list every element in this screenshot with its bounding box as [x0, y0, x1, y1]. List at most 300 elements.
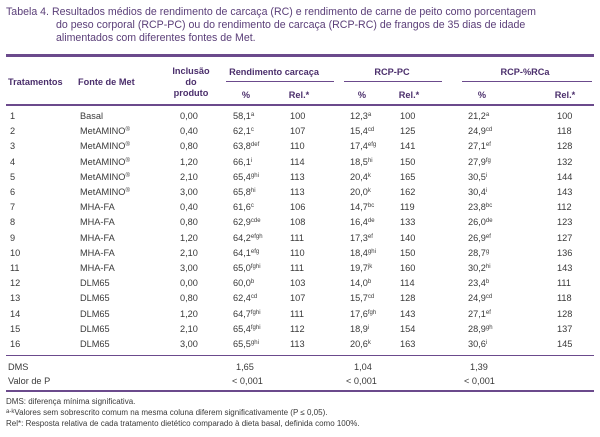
cell-t-value: 7 — [10, 202, 16, 213]
cell-ra-superscript: bc — [485, 203, 493, 210]
header-rc-rel: Rel.* — [288, 90, 310, 100]
cell-t — [10, 263, 20, 274]
cell-pcr — [400, 263, 415, 274]
cell-i-value: 2,10 — [180, 247, 198, 258]
cell-pc — [350, 293, 374, 304]
cell-rar-value: 144 — [557, 171, 573, 182]
cell-ra-superscript: a — [485, 112, 490, 118]
cell-pc-superscript: b — [367, 279, 372, 286]
header-rc-pct: % — [241, 90, 251, 100]
cell-pc — [350, 126, 374, 137]
header-produto: produto — [173, 88, 209, 98]
cell-ra — [468, 111, 489, 122]
cell-ra-superscript: gh — [485, 324, 493, 331]
cell-rc-value: 65,0 — [233, 263, 251, 273]
cell-rcr-value: 100 — [290, 111, 306, 121]
cell-t-value: 8 — [10, 217, 16, 228]
cell-t-value: 5 — [10, 171, 16, 182]
valor-p-ra: < 0,001 — [464, 376, 495, 386]
cell-rc-superscript: hi — [250, 188, 256, 194]
cell-ra — [468, 126, 492, 137]
cell-rar — [557, 111, 572, 122]
header-pc-pct: % — [357, 90, 367, 100]
cell-i — [180, 187, 198, 198]
cell-rcr-value: 112 — [290, 323, 305, 334]
cell-rar — [557, 126, 572, 137]
cell-ra-superscript: hi — [485, 264, 491, 270]
cell-t — [10, 217, 15, 228]
cell-f — [80, 111, 103, 122]
cell-rcr-value: 111 — [290, 232, 304, 243]
cell-ra-value: 26,0 — [468, 217, 486, 228]
cell-ra-superscript: ef — [485, 309, 491, 316]
cell-pcr-value: 162 — [400, 187, 416, 197]
cell-rar — [557, 217, 572, 228]
cell-rc-value: 65,8 — [233, 187, 251, 197]
cell-ra-value: 27,1 — [468, 141, 486, 152]
cell-pc-value: 16,4 — [350, 217, 368, 228]
cell-f — [80, 141, 130, 152]
cell-pc — [350, 141, 376, 152]
cell-pc-value: 18,4 — [350, 247, 368, 258]
cell-t-value: 13 — [10, 293, 21, 304]
cell-rc-superscript: ghi — [250, 340, 259, 346]
cell-ra-superscript: cd — [485, 294, 493, 301]
cell-t — [10, 172, 15, 183]
cell-f — [80, 293, 110, 304]
cell-rcr — [290, 324, 305, 335]
cell-ra-value: 30,5 — [468, 171, 486, 182]
cell-i — [180, 263, 198, 274]
cell-ra-value: 24,9 — [468, 126, 486, 137]
cell-pcr-value: 154 — [400, 323, 416, 334]
cell-rc-superscript: efg — [250, 248, 260, 255]
cell-pcr-value: 150 — [400, 156, 416, 167]
cell-pcr — [400, 248, 415, 259]
cell-ra-value: 28,9 — [468, 323, 486, 334]
cell-f — [80, 339, 110, 350]
cell-rc-superscript: c — [250, 203, 254, 210]
cell-f-value: MetAMINO — [80, 171, 126, 182]
cell-ra — [468, 172, 487, 183]
header-ra-pct: % — [477, 90, 487, 100]
cell-f — [80, 157, 130, 168]
cell-f-value: MHA-FA — [80, 263, 115, 273]
cell-rar-value: 143 — [557, 263, 573, 273]
cell-ra — [468, 233, 491, 244]
cell-rc-value: 65,4 — [233, 171, 251, 182]
cell-pcr-value: 100 — [400, 111, 416, 121]
cell-pc-value: 19,7 — [350, 263, 368, 273]
cell-pc — [350, 157, 373, 168]
cell-rc-value: 64,7 — [233, 308, 251, 319]
cell-pcr — [400, 157, 415, 168]
cell-ra-superscript: ef — [485, 142, 491, 149]
cell-rc-superscript: def — [250, 142, 260, 149]
cell-rcr-value: 111 — [290, 308, 304, 319]
cell-t-value: 15 — [10, 323, 21, 334]
cell-pcr — [400, 309, 415, 320]
cell-rar — [557, 187, 572, 198]
cell-f — [80, 278, 110, 289]
cell-i-value: 0,80 — [180, 217, 198, 228]
cell-pcr-value: 141 — [400, 141, 416, 152]
cell-t-value: 10 — [10, 247, 21, 258]
cell-ra-value: 30,6 — [468, 339, 486, 349]
cell-f — [80, 217, 115, 228]
header-pc-rel: Rel.* — [398, 90, 420, 100]
cell-rcr — [290, 233, 304, 244]
cell-rar-value: 111 — [557, 278, 571, 289]
table-header-rule — [6, 104, 594, 106]
cell-rc — [233, 202, 254, 213]
cell-ra-superscript: i — [485, 188, 488, 194]
rule-rcp-rca — [462, 81, 592, 82]
cell-rc — [233, 278, 254, 289]
cell-pcr — [400, 111, 415, 122]
cell-rar — [557, 172, 572, 183]
cell-ra — [468, 217, 493, 228]
cell-i — [180, 126, 198, 137]
valor-p-pc: < 0,001 — [346, 376, 377, 386]
cell-f-value: DLM65 — [80, 323, 110, 334]
cell-rc-superscript: fghi — [250, 324, 261, 331]
cell-rc-value: 64,2 — [233, 232, 251, 243]
cell-rcr-value: 113 — [290, 187, 305, 197]
header-rendimento: Rendimento carcaça — [229, 67, 319, 77]
cell-rcr — [290, 339, 305, 350]
cell-pc-value: 12,3 — [350, 111, 368, 121]
cell-i-value: 3,00 — [180, 187, 198, 197]
cell-rar-value: 127 — [557, 232, 573, 243]
footnote-dms: DMS: diferença mínima significativa. — [6, 397, 136, 406]
cell-pc-value: 15,7 — [350, 293, 368, 304]
cell-i — [180, 233, 198, 244]
cell-rc-value: 62,4 — [233, 293, 251, 304]
cell-pcr — [400, 172, 415, 183]
cell-f — [80, 233, 115, 244]
cell-pc-superscript: a — [367, 112, 372, 118]
cell-pc-value: 18,9 — [350, 323, 368, 334]
cell-pc-superscript: cd — [367, 294, 375, 301]
cell-rar-value: 128 — [557, 308, 573, 319]
cell-ra-superscript: fg — [485, 157, 491, 164]
cell-i-value: 3,00 — [180, 263, 198, 273]
cell-f-value: MetAMINO — [80, 126, 126, 137]
cell-t-value: 14 — [10, 308, 21, 319]
cell-pc — [350, 202, 374, 213]
cell-rcr-value: 110 — [290, 141, 305, 152]
cell-pcr — [400, 339, 415, 350]
cell-ra-superscript: i — [485, 340, 488, 346]
cell-i-value: 0,00 — [180, 278, 198, 289]
cell-ra-value: 23,8 — [468, 202, 486, 213]
cell-t — [10, 248, 20, 259]
cell-rc-superscript: cde — [250, 218, 261, 225]
caption-label: Tabela 4. — [6, 6, 49, 18]
cell-t — [10, 278, 20, 289]
cell-i — [180, 248, 198, 259]
cell-i-value: 0,40 — [180, 202, 198, 213]
cell-rcr — [290, 309, 304, 320]
cell-i-value: 1,20 — [180, 232, 198, 243]
cell-rar — [557, 339, 572, 350]
cell-ra-value: 26,9 — [468, 232, 486, 243]
cell-rc — [233, 309, 261, 320]
cell-i-value: 0,80 — [180, 293, 198, 304]
cell-pcr-value: 143 — [400, 308, 416, 319]
cell-rc — [233, 141, 259, 152]
cell-t — [10, 339, 20, 350]
cell-rcr — [290, 126, 305, 137]
cell-i — [180, 202, 198, 213]
cell-t-value: 16 — [10, 339, 21, 349]
cell-rar-value: 132 — [557, 156, 573, 167]
cell-pcr — [400, 217, 415, 228]
rule-rendimento — [226, 81, 334, 82]
cell-rcr — [290, 278, 305, 289]
cell-rar — [557, 233, 572, 244]
cell-rar — [557, 141, 572, 152]
cell-t-value: 9 — [10, 232, 16, 243]
cell-pcr-value: 128 — [400, 293, 416, 304]
cell-pcr-value: 160 — [400, 263, 416, 273]
cell-t — [10, 309, 20, 320]
cell-rc — [233, 293, 257, 304]
cell-f-value: MetAMINO — [80, 156, 126, 167]
cell-rc-superscript: i — [250, 157, 253, 164]
cell-i-value: 3,00 — [180, 339, 198, 349]
cell-rc — [233, 157, 252, 168]
cell-rc — [233, 126, 254, 137]
cell-t-value: 12 — [10, 278, 21, 289]
cell-ra — [468, 278, 489, 289]
caption-line-1: Resultados médios de rendimento de carcaça (RC) e rendimento de carne de peito como porcentagem — [51, 6, 536, 18]
cell-ra-superscript: cd — [485, 127, 493, 134]
cell-pc-value: 17,4 — [350, 141, 368, 152]
cell-rc-value: 66,1 — [233, 156, 251, 167]
cell-t-value: 3 — [10, 141, 16, 152]
cell-rcr — [290, 187, 305, 198]
cell-f-value: DLM65 — [80, 339, 110, 349]
cell-rcr-value: 113 — [290, 171, 305, 182]
cell-rar-value: 118 — [557, 126, 572, 137]
table-body-rule — [6, 355, 594, 356]
cell-ra-value: 21,2 — [468, 111, 486, 121]
cell-rcr-value: 113 — [290, 339, 305, 349]
footnote-valores-text: Valores sem sobrescrito comum na mesma coluna diferem significativamente (P ≤ 0,05). — [14, 408, 328, 417]
table-caption — [6, 6, 594, 46]
cell-pc-superscript: i — [367, 324, 370, 331]
table-top-rule — [6, 54, 594, 57]
cell-rcr-value: 114 — [290, 156, 305, 167]
cell-i-value: 1,20 — [180, 156, 198, 167]
cell-rcr-value: 107 — [290, 126, 306, 137]
cell-rc — [233, 248, 259, 259]
cell-ra-value: 27,1 — [468, 308, 486, 319]
header-inclusao: Inclusão — [172, 66, 210, 76]
cell-f-value: DLM65 — [80, 278, 110, 289]
cell-rcr-value: 103 — [290, 278, 306, 289]
cell-ra-value: 30,4 — [468, 187, 486, 197]
cell-rar-value: 145 — [557, 339, 573, 349]
cell-pcr — [400, 233, 415, 244]
cell-pc-superscript: efg — [367, 142, 377, 149]
cell-i-value: 2,10 — [180, 323, 198, 334]
cell-pc — [350, 324, 369, 335]
cell-rar-value: 118 — [557, 293, 572, 304]
cell-t — [10, 157, 15, 168]
cell-rc — [233, 217, 261, 228]
cell-rcr-value: 108 — [290, 217, 306, 228]
footnote-rel: Rel*: Resposta relativa de cada tratamento dietético comparado à dieta basal, definida como 100%. — [6, 419, 360, 428]
cell-rc-value: 62,9 — [233, 217, 251, 228]
cell-rar — [557, 202, 572, 213]
cell-rar — [557, 248, 572, 259]
cell-ra — [468, 248, 489, 259]
cell-rc-value: 65,5 — [233, 339, 251, 349]
cell-i — [180, 111, 198, 122]
cell-f — [80, 324, 110, 335]
cell-rcr — [290, 217, 305, 228]
cell-pc-value: 14,7 — [350, 202, 368, 213]
cell-t-value: 6 — [10, 187, 16, 197]
cell-rcr-value: 106 — [290, 202, 306, 213]
cell-f-value: MetAMINO — [80, 187, 126, 197]
cell-ra — [468, 157, 491, 168]
cell-i — [180, 278, 198, 289]
cell-f-superscript: ® — [125, 188, 130, 194]
cell-pcr — [400, 293, 415, 304]
cell-ra-value: 28,7 — [468, 247, 486, 258]
cell-rc — [233, 187, 256, 198]
cell-rc — [233, 263, 261, 274]
cell-pc-value: 18,5 — [350, 156, 368, 167]
cell-i-value: 0,40 — [180, 126, 198, 137]
cell-f-superscript: ® — [125, 157, 130, 164]
cell-ra-superscript: g — [485, 248, 490, 255]
cell-rar-value: 112 — [557, 202, 572, 213]
cell-rcr — [290, 202, 305, 213]
cell-pcr-value: 125 — [400, 126, 416, 137]
cell-ra — [468, 187, 487, 198]
cell-pc-value: 14,0 — [350, 278, 368, 289]
cell-pc — [350, 278, 371, 289]
cell-pcr — [400, 187, 415, 198]
cell-rar-value: 128 — [557, 141, 573, 152]
cell-pc-value: 20,6 — [350, 339, 368, 349]
dms-rc: 1,65 — [236, 362, 254, 372]
cell-f-value: MHA-FA — [80, 247, 115, 258]
cell-ra — [468, 141, 491, 152]
cell-pc-superscript: cd — [367, 127, 375, 134]
dms-ra: 1,39 — [470, 362, 488, 372]
cell-t-value: 4 — [10, 156, 16, 167]
cell-pc-superscript: ghi — [367, 248, 376, 255]
cell-ra-value: 23,4 — [468, 278, 486, 289]
cell-pc-superscript: de — [367, 218, 375, 225]
header-tratamentos: Tratamentos — [8, 77, 63, 87]
cell-t-value: 2 — [10, 126, 16, 137]
cell-pcr-value: 165 — [400, 171, 416, 182]
cell-f-superscript: ® — [125, 172, 130, 179]
cell-i — [180, 324, 198, 335]
cell-rcr — [290, 157, 305, 168]
cell-t-value: 11 — [10, 263, 20, 273]
valor-p-label: Valor de P — [8, 376, 51, 386]
cell-rcr — [290, 248, 305, 259]
cell-i — [180, 172, 198, 183]
cell-f-value: MHA-FA — [80, 217, 115, 228]
table-bottom-rule — [6, 390, 594, 392]
footnote-sup: a-k — [6, 409, 15, 415]
cell-pcr-value: 133 — [400, 217, 416, 228]
cell-pc-superscript: fgh — [367, 309, 377, 316]
cell-i — [180, 141, 198, 152]
cell-rar — [557, 157, 572, 168]
cell-rc-superscript: ghi — [250, 172, 259, 179]
cell-pc — [350, 248, 376, 259]
cell-ra-value: 30,2 — [468, 263, 486, 273]
cell-rcr — [290, 172, 305, 183]
cell-pcr-value: 140 — [400, 232, 416, 243]
cell-f — [80, 248, 115, 259]
cell-rar — [557, 278, 571, 289]
rule-rcp-pc — [344, 81, 442, 82]
dms-label: DMS — [8, 362, 29, 372]
cell-pc-superscript: ef — [367, 233, 373, 240]
cell-rc — [233, 339, 259, 350]
cell-f-superscript: ® — [125, 142, 130, 149]
cell-t — [10, 233, 15, 244]
cell-rcr — [290, 111, 305, 122]
cell-rcr — [290, 141, 305, 152]
cell-rc-value: 61,6 — [233, 202, 251, 213]
cell-ra-superscript: i — [485, 172, 488, 179]
cell-ra — [468, 293, 492, 304]
cell-t — [10, 141, 15, 152]
cell-rcr-value: 107 — [290, 293, 306, 304]
cell-rc — [233, 111, 254, 122]
cell-pc-superscript: k — [367, 188, 371, 194]
header-fonte: Fonte de Met — [78, 77, 135, 87]
cell-ra — [468, 339, 487, 350]
cell-rcr-value: 110 — [290, 247, 305, 258]
cell-pc — [350, 233, 373, 244]
cell-pcr — [400, 141, 415, 152]
cell-ra — [468, 324, 493, 335]
cell-pcr — [400, 324, 415, 335]
cell-pc-value: 17,6 — [350, 308, 368, 319]
header-do: do — [185, 77, 197, 87]
cell-t — [10, 293, 20, 304]
cell-f-value: DLM65 — [80, 308, 110, 319]
cell-pc — [350, 111, 371, 122]
cell-ra — [468, 263, 491, 274]
cell-i — [180, 309, 198, 320]
cell-ra — [468, 309, 491, 320]
cell-f — [80, 309, 110, 320]
cell-i — [180, 217, 198, 228]
header-rcp-pc: RCP-PC — [374, 67, 410, 77]
cell-pc — [350, 217, 375, 228]
cell-pc-value: 17,3 — [350, 232, 368, 243]
cell-ra-superscript: ef — [485, 233, 491, 240]
cell-rcr — [290, 263, 304, 274]
cell-pcr — [400, 278, 415, 289]
header-rcp-rca: RCP-%RCa — [500, 67, 550, 77]
cell-rc-value: 58,1 — [233, 111, 251, 121]
